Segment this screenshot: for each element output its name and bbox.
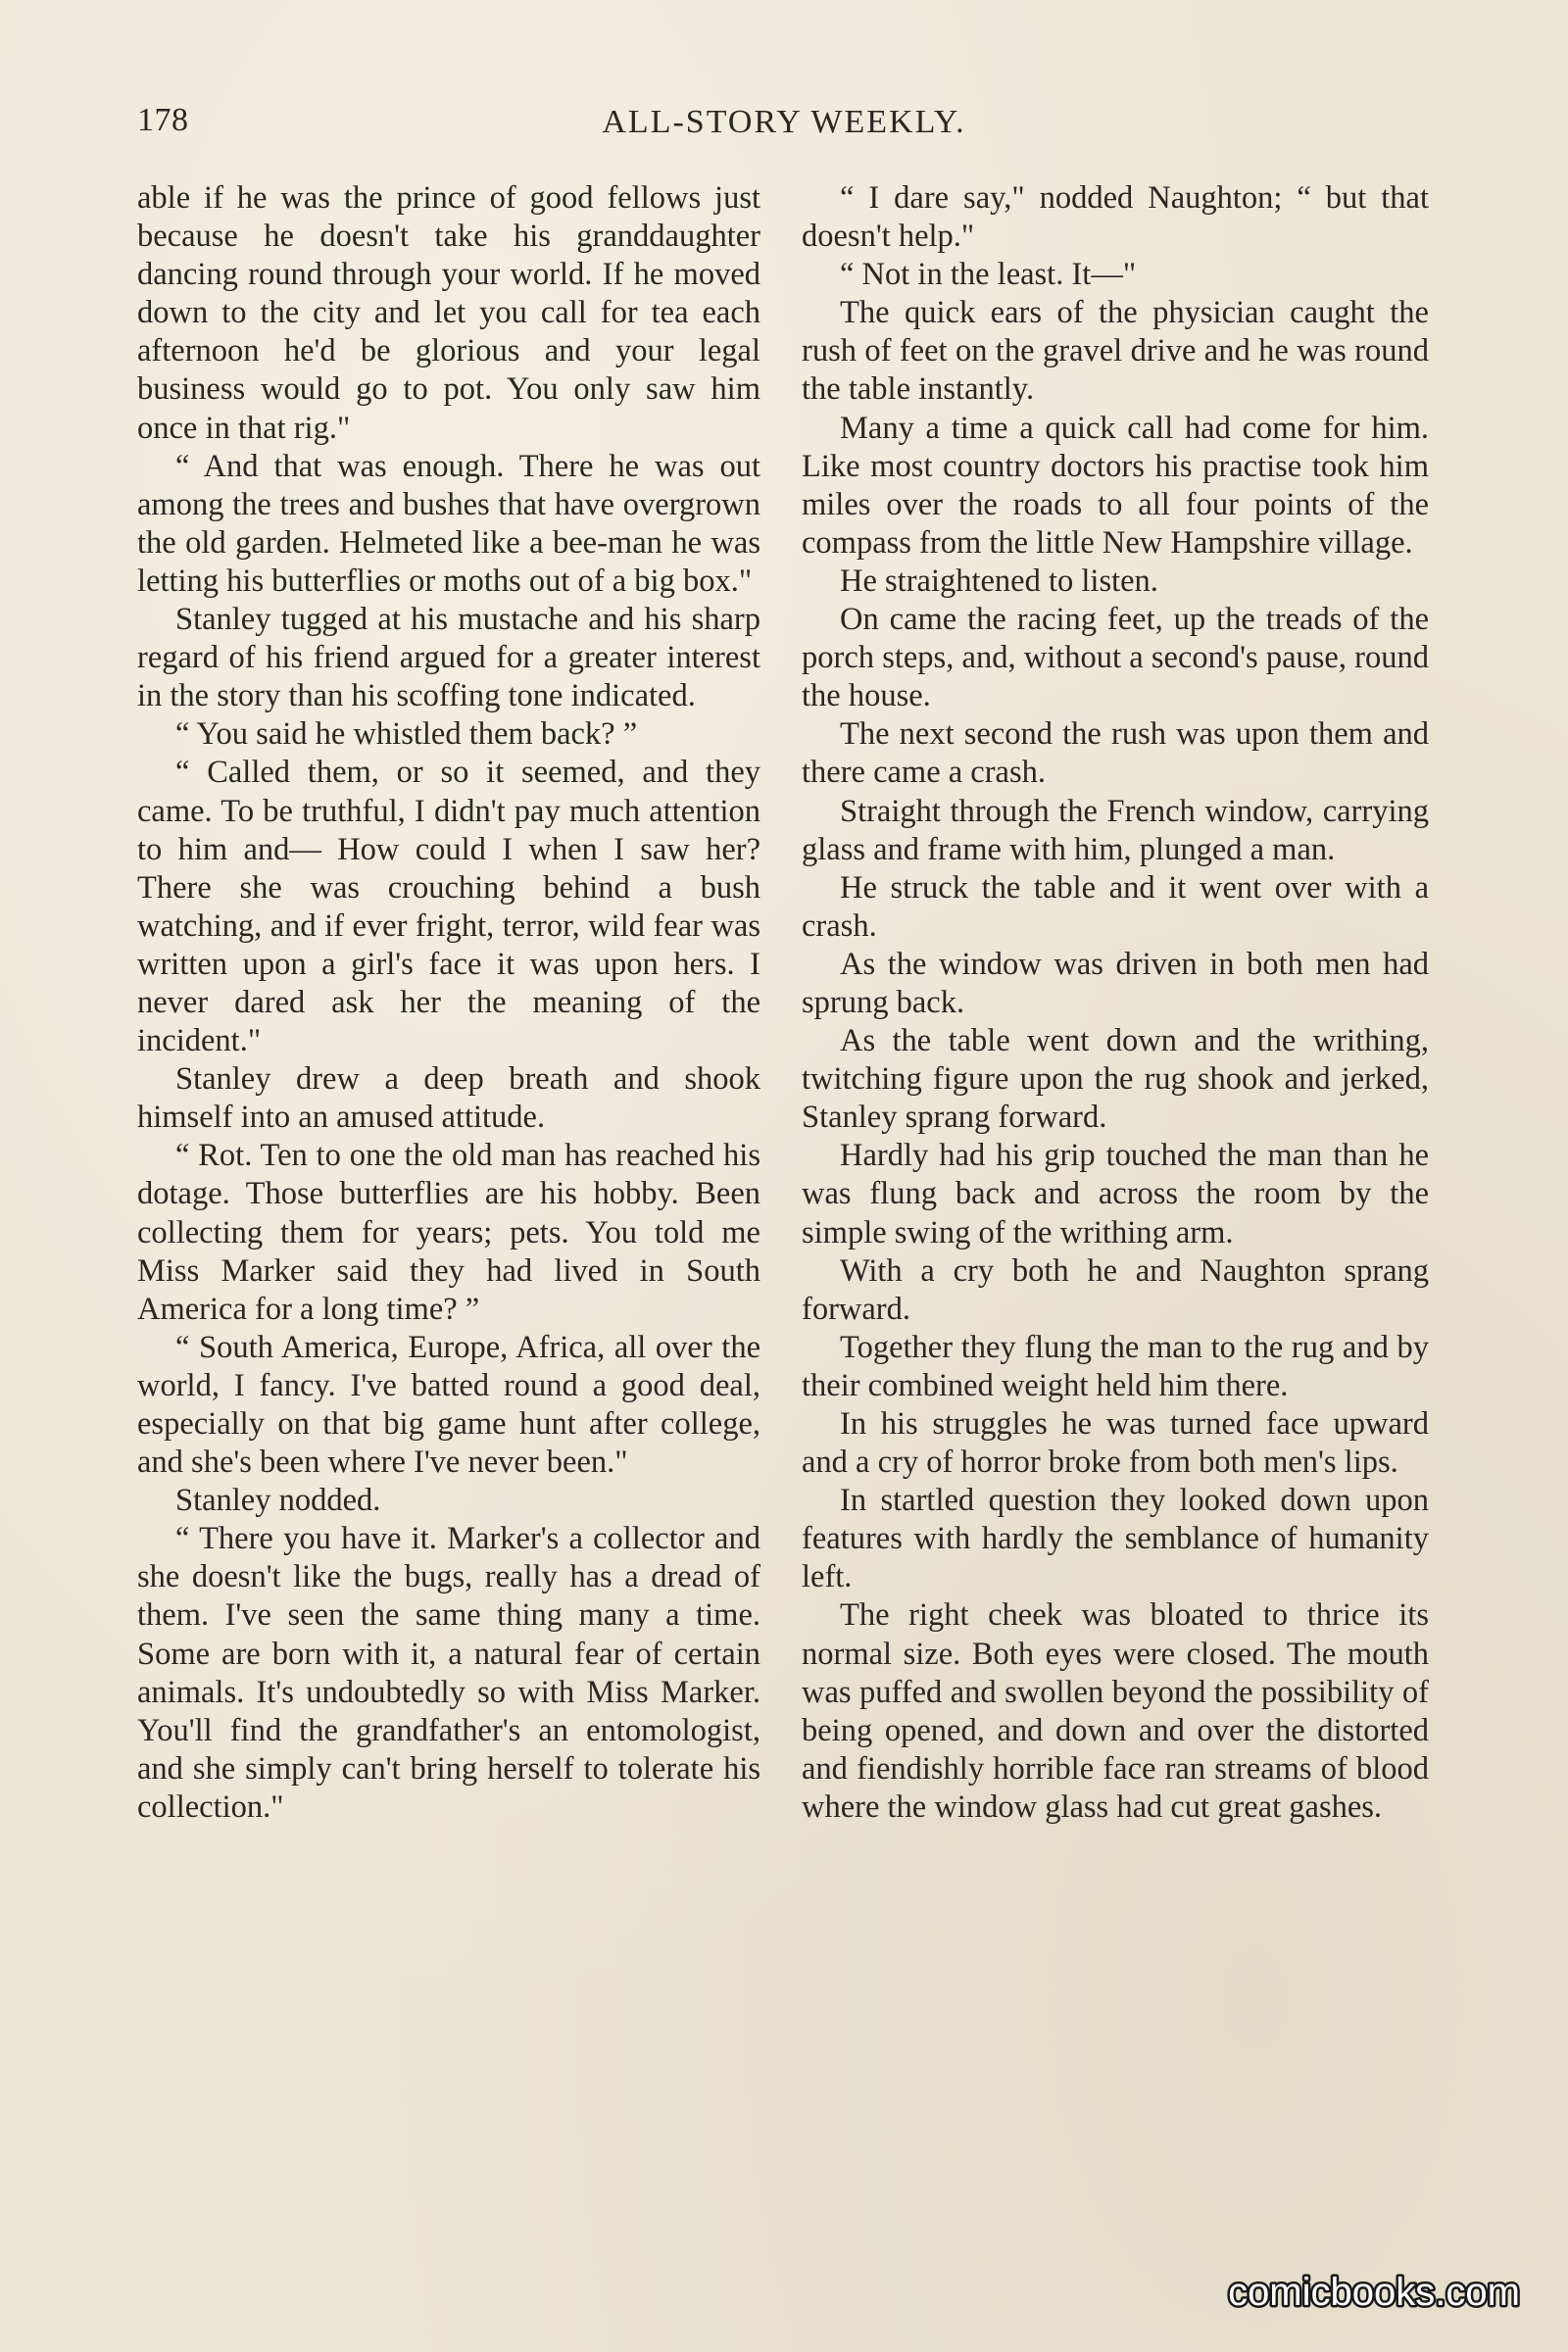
paragraph: “ There you have it. Marker's a collector and she doesn't like the bugs, really has a dread of them. I've seen the same thing many a time. Some are born with it, a natural fear of certain animals. It's undoubtedly so with Miss Marker. You'll find the grandfather's an entomologist, and she simply can't bring herself to tolerate his collection." — [137, 1521, 760, 1825]
paragraph: With a cry both he and Naughton sprang forward. — [802, 1252, 1429, 1327]
paragraph: He straightened to listen. — [840, 563, 1158, 599]
paragraph: “ Not in the least. It—" — [840, 257, 1137, 293]
paragraph: “ Called them, or so it seemed, and they came. To be truthful, I didn't pay much attention to him and— How could I when I saw her? There she was crouching behind a bush watching, and if ever fright, terror, wild fear was written upon a girl's face it was upon hers. I never dared ask her the meaning of the incident." — [137, 755, 760, 1059]
paragraph: “ I dare say," nodded Naughton; “ but that doesn't help." — [802, 180, 1429, 255]
paragraph: On came the racing feet, up the treads of the porch steps, and, without a second's pause, round the house. — [802, 602, 1429, 714]
paragraph: “ And that was enough. There he was out among the trees and bushes that have overgrown the old garden. Helmeted like a bee-man he was letting his butterflies or moths out of a big box." — [137, 448, 760, 599]
paragraph: The right cheek was bloated to thrice its normal size. Both eyes were closed. The mouth was puffed and swollen beyond the possibility of being opened, and down and over the distorted and fiendishly horrible face ran streams of blood where the window glass had cut great gashes. — [802, 1597, 1429, 1825]
watermark-logo — [1207, 2264, 1541, 2325]
paragraph: Stanley nodded. — [175, 1483, 381, 1519]
paragraph: Stanley tugged at his mustache and his sharp regard of his friend argued for a greater interest in the story than his scoffing tone indicated. — [137, 602, 760, 714]
running-head: ALL-STORY WEEKLY. — [602, 104, 966, 140]
paragraph: He struck the table and it went over with a crash. — [802, 869, 1429, 944]
left-column — [137, 179, 760, 1827]
paragraph: The quick ears of the physician caught the rush of feet on the gravel drive and he was round the table instantly. — [802, 295, 1429, 408]
paragraph: “ You said he whistled them back? ” — [175, 716, 638, 753]
paragraph: Straight through the French window, carrying glass and frame with him, plunged a man. — [802, 793, 1429, 867]
paragraph: “ Rot. Ten to one the old man has reached his dotage. Those butterflies are his hobby. Been collecting them for years; pets. You told me Miss Marker said they had lived in South America for a long time? ” — [137, 1138, 760, 1327]
paragraph: In his struggles he was turned face upward and a cry of horror broke from both men's lips. — [802, 1406, 1429, 1481]
paragraph: able if he was the prince of good fellows just because he doesn't take his granddaughter dancing round through your world. If he moved down to the city and let you call for tea each afternoon he'd be glorious and your legal business would go to pot. You only saw him once in that rig." — [137, 180, 760, 446]
paragraph: As the table went down and the writhing, twitching figure upon the rug shook and jerked, Stanley sprang forward. — [802, 1023, 1429, 1136]
watermark-logo-graphic — [1207, 2264, 1541, 2325]
page-number: 178 — [137, 102, 189, 138]
paragraph: Hardly had his grip touched the man than he was flung back and across the room by the simple swing of the writhing arm. — [802, 1138, 1429, 1250]
paragraph: The next second the rush was upon them and there came a crash. — [802, 716, 1429, 791]
watermark-text: comicbooks.com — [1228, 2271, 1520, 2314]
paragraph: “ South America, Europe, Africa, all over the world, I fancy. I've batted round a good deal, especially on that big game hunt after college, and she's been where I've never been." — [137, 1329, 760, 1481]
paragraph: Together they flung the man to the rug and by their combined weight held him there. — [802, 1329, 1429, 1403]
right-column — [802, 179, 1429, 1827]
paragraph: Stanley drew a deep breath and shook himself into an amused attitude. — [137, 1061, 760, 1136]
paragraph: As the window was driven in both men had sprung back. — [802, 946, 1429, 1020]
paragraph: In startled question they looked down upon features with hardly the semblance of humanity left. — [802, 1483, 1429, 1595]
paragraph: Many a time a quick call had come for him. Like most country doctors his practise took him miles over the roads to all four points of the compass from the little New Hampshire village. — [802, 410, 1429, 561]
